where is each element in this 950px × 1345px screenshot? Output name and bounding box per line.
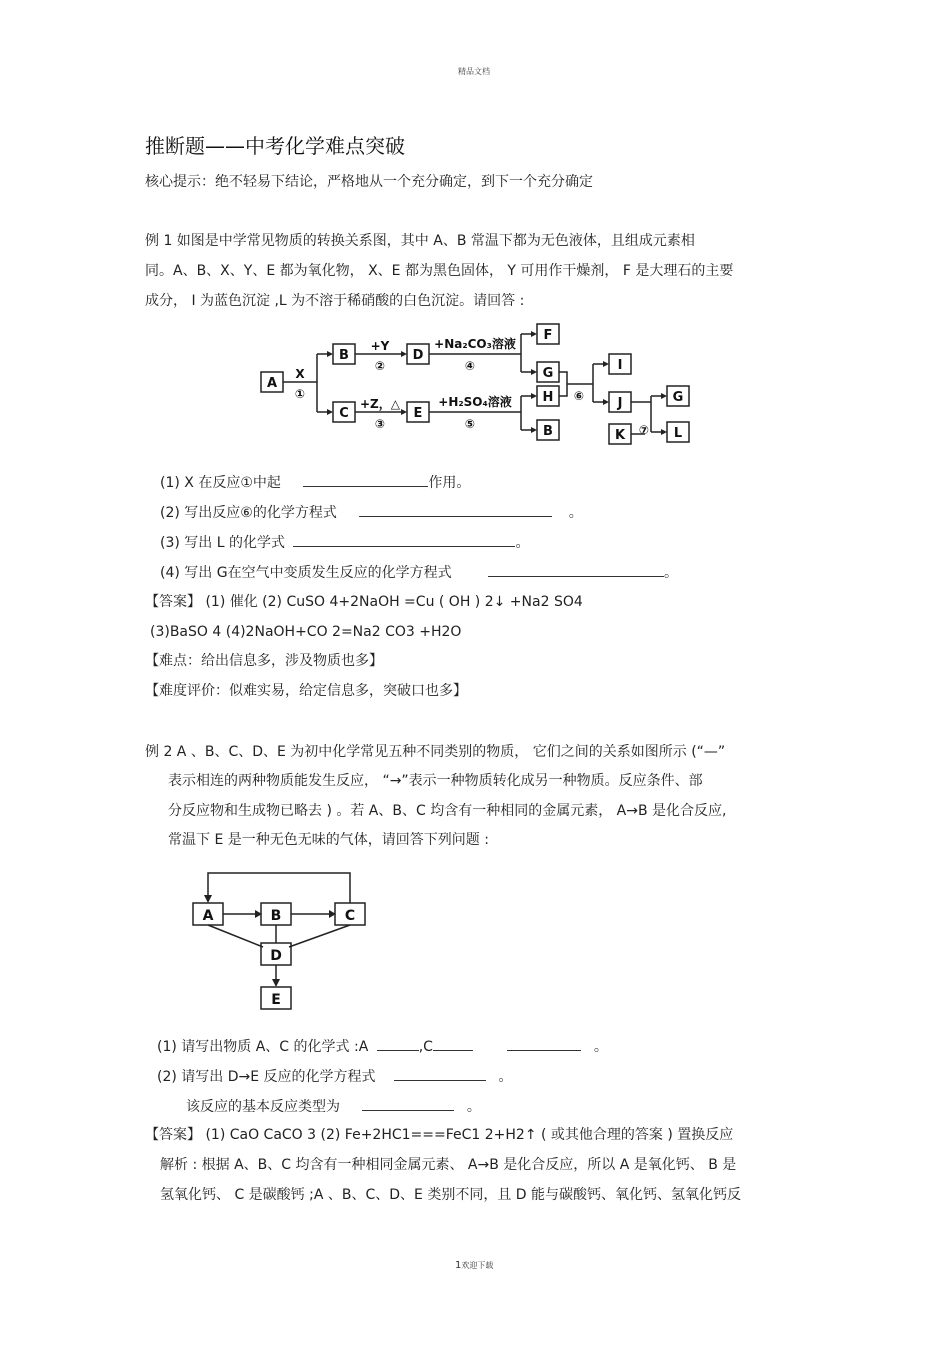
question-text: (1) 请写出物质 A、C 的化学式 :A	[157, 1039, 369, 1055]
ex1-line-1: 例 1 如图是中学常见物质的转换关系图，其中 A、B 常温下都为无色液体，且组成元素相	[145, 233, 695, 249]
ex1-flow-diagram	[255, 318, 705, 450]
question-suffix: 。	[568, 505, 583, 521]
ex2-line-1: 例 2 A 、B、C、D、E 为初中化学常见五种不同类别的物质， 它们之间的关系如图所示 (“—”	[145, 744, 726, 760]
ex1-question-1	[160, 472, 470, 493]
ex2-analysis-line-2: 氢氧化钙、 C 是碳酸钙 ;A 、B、C、D、E 类别不同，且 D 能与碳酸钙、氧化钙、氢氧化钙反	[160, 1187, 742, 1203]
label-node-L: L	[673, 426, 683, 441]
label-step-5: ⑤	[464, 417, 476, 431]
label-node-B: B	[339, 348, 349, 363]
label-step-3: ③	[374, 417, 386, 431]
label-step-6: ⑥	[573, 389, 585, 403]
page-title: 推断题——中考化学难点突破	[145, 134, 405, 158]
label-node-C: C	[339, 406, 349, 421]
answer-blank[interactable]	[359, 502, 552, 517]
ex1-answer-line-2: (3)BaSO 4 (4)2NaOH+CO 2=Na2 CO3 +H2O	[150, 624, 462, 640]
label-step-1: ①	[294, 387, 306, 401]
question-suffix: 。	[664, 565, 679, 581]
label-node-J: J	[617, 396, 623, 411]
ex1-line-3: 成分， I 为蓝色沉淀 ,L 为不溶于稀硝酸的白色沉淀。请回答 :	[145, 293, 525, 309]
label-X: X	[295, 367, 305, 381]
footer-text: 欢迎下载	[461, 1261, 494, 1270]
label-node-D: D	[270, 948, 282, 964]
question-suffix: 。	[593, 1039, 608, 1055]
page-number: 1	[455, 1260, 462, 1271]
ex2-line-3: 分反应物和生成物已略去 ) 。若 A、B、C 均含有一种相同的金属元素， A→B 是化合反应,	[168, 803, 727, 819]
question-text: (2) 写出反应⑥的化学方程式	[160, 505, 337, 521]
label-plus-Y: +Y	[370, 339, 390, 353]
label-node-B: B	[270, 908, 282, 924]
ex2-question-1	[157, 1036, 608, 1057]
label-h2so4: +H₂SO₄溶液	[438, 395, 512, 409]
answer-blank-a[interactable]	[377, 1036, 419, 1051]
ex1-question-4	[160, 562, 678, 583]
answer-blank[interactable]	[488, 562, 664, 577]
label-node-E: E	[271, 992, 281, 1008]
question-suffix: 。	[515, 535, 530, 551]
label-node-D: D	[412, 348, 424, 363]
answer-blank[interactable]	[394, 1066, 486, 1081]
answer-blank[interactable]	[303, 472, 428, 487]
question-text: (1) X 在反应①中起	[160, 475, 281, 491]
label-step-7: ⑦	[638, 423, 650, 437]
question-text: (4) 写出 G在空气中变质发生反应的化学方程式	[160, 565, 452, 581]
label-node-G2: G	[672, 390, 684, 405]
label-node-H: H	[542, 390, 554, 405]
label-node-E: E	[413, 406, 423, 421]
ex1-answer-line-1: 【答案】 (1) 催化 (2) CuSO 4+2NaOH =Cu ( OH ) 2↓ +Na2 SO4	[145, 594, 583, 610]
answer-blank-extra[interactable]	[507, 1036, 581, 1051]
label-step-4: ④	[464, 359, 476, 373]
question-text: 该反应的基本反应类型为	[186, 1099, 340, 1115]
ex2-answer: 【答案】 (1) CaO CaCO 3 (2) Fe+2HC1===FeC1 2+H2↑ ( 或其他合理的答案 ) 置换反应	[145, 1127, 734, 1143]
question-text: (2) 请写出 D→E 反应的化学方程式	[157, 1069, 376, 1085]
answer-blank-c[interactable]	[433, 1036, 473, 1051]
ex2-question-2	[157, 1066, 512, 1087]
label-node-F: F	[543, 328, 553, 343]
label-plus-Z: +Z，△	[360, 397, 400, 411]
label-node-K: K	[614, 428, 626, 443]
label-node-G: G	[542, 366, 554, 381]
question-mid: ,C	[418, 1039, 433, 1055]
ex1-line-2: 同。A、B、X、Y、E 都为氧化物， X、E 都为黑色固体， Y 可用作干燥剂， F 是大理石的主要	[145, 263, 734, 279]
question-text: (3) 写出 L 的化学式	[160, 535, 285, 551]
ex2-relation-diagram	[185, 865, 375, 1015]
label-node-B2: B	[543, 424, 553, 439]
ex1-evaluation: 【难度评价：似难实易，给定信息多，突破口也多】	[145, 683, 467, 699]
question-suffix: 。	[498, 1069, 513, 1085]
label-na2co3: +Na₂CO₃溶液	[434, 337, 516, 351]
core-hint: 核心提示：绝不轻易下结论，严格地从一个充分确定，到下一个充分确定	[145, 174, 593, 190]
ex2-analysis-line-1: 解析 : 根据 A、B、C 均含有一种相同金属元素、 A→B 是化合反应，所以 A 是氧化钙、 B 是	[160, 1157, 737, 1173]
question-suffix: 。	[466, 1099, 481, 1115]
label-node-A: A	[202, 908, 214, 924]
page-footer	[455, 1260, 493, 1271]
page-header: 精品文档	[458, 67, 490, 76]
ex1-question-3	[160, 532, 529, 553]
ex2-line-2: 表示相连的两种物质能发生反应， “→”表示一种物质转化成另一种物质。反应条件、部	[168, 773, 703, 789]
label-node-A: A	[266, 376, 278, 391]
ex1-question-2	[160, 502, 583, 523]
label-node-I: I	[617, 358, 623, 373]
answer-blank[interactable]	[362, 1096, 454, 1111]
answer-blank[interactable]	[293, 532, 515, 547]
ex2-line-4: 常温下 E 是一种无色无味的气体，请回答下列问题 :	[168, 832, 489, 848]
ex2-question-3	[186, 1096, 481, 1117]
label-step-2: ②	[374, 359, 386, 373]
ex1-difficulty: 【难点：给出信息多，涉及物质也多】	[145, 653, 383, 669]
question-suffix: 作用。	[428, 475, 471, 491]
label-node-C: C	[344, 908, 356, 924]
